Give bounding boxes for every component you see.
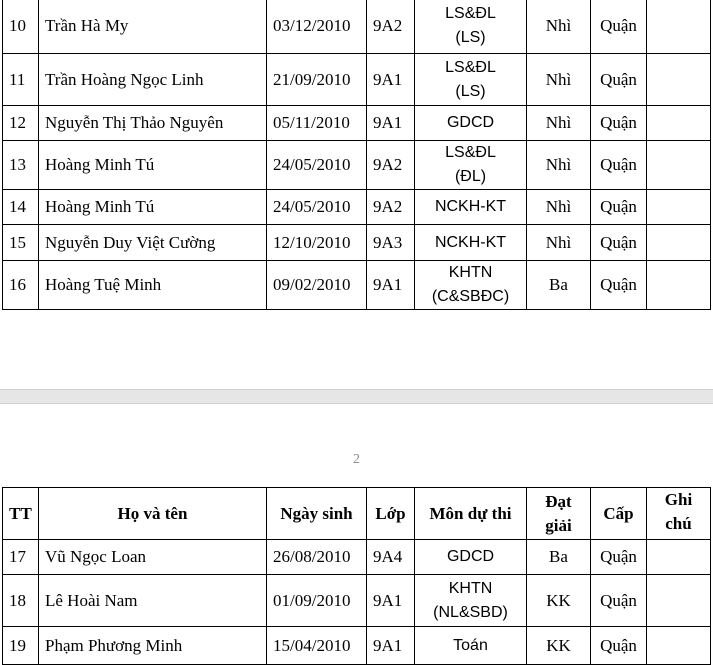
cell-level: Quận <box>591 0 647 54</box>
subject-line: LS&ĐL <box>445 5 496 22</box>
header-note <box>647 488 711 540</box>
cell-dob: 26/08/2010 <box>267 540 367 575</box>
header-award-line2: giải <box>545 515 572 535</box>
subject-line: LS&ĐL <box>445 58 496 76</box>
cell-level: Quận <box>591 190 647 225</box>
cell-level: Quận <box>591 540 647 575</box>
cell-tt: 10 <box>3 0 39 54</box>
cell-dob: 12/10/2010 <box>267 225 367 261</box>
cell-class: 9A1 <box>367 575 415 627</box>
subject-line: GDCD <box>446 548 495 565</box>
cell-award: KK <box>527 627 591 665</box>
header-award <box>527 488 591 540</box>
subject-line: Toán <box>453 636 488 654</box>
cell-subject <box>415 106 527 141</box>
cell-note <box>647 540 711 575</box>
page-break-gap <box>0 389 713 404</box>
table-row <box>3 225 711 261</box>
cell-dob: 05/11/2010 <box>267 106 367 141</box>
subject-line: GDCD <box>446 114 495 131</box>
cell-tt: 18 <box>3 575 39 627</box>
subject-line: (C&SBĐC) <box>431 288 510 305</box>
cell-tt: 13 <box>3 141 39 190</box>
cell-note <box>647 225 711 261</box>
cell-dob: 03/12/2010 <box>267 0 367 54</box>
cell-award: Nhì <box>527 225 591 261</box>
subject-line: (LS) <box>455 29 486 46</box>
header-subject: Môn dự thi <box>415 488 527 540</box>
cell-class: 9A2 <box>367 141 415 190</box>
cell-tt: 16 <box>3 261 39 310</box>
cell-tt: 19 <box>3 627 39 665</box>
subject-line: KHTN <box>448 264 493 281</box>
cell-subject <box>415 540 527 575</box>
cell-tt: 11 <box>3 54 39 106</box>
subject-line: NCKH-KT <box>434 198 507 215</box>
cell-subject <box>415 225 527 261</box>
table-row <box>3 54 711 106</box>
cell-note <box>647 106 711 141</box>
cell-subject <box>415 261 527 310</box>
header-note-line2: chú <box>665 514 692 533</box>
cell-award: Nhì <box>527 54 591 106</box>
header-award-line1: Đạt <box>545 491 572 511</box>
subject-line: LS&ĐL <box>445 144 496 161</box>
cell-award: Nhì <box>527 0 591 54</box>
cell-tt: 12 <box>3 106 39 141</box>
subject-line: (NL&SBD) <box>433 603 508 621</box>
cell-subject <box>415 54 527 106</box>
cell-class: 9A1 <box>367 54 415 106</box>
cell-subject <box>415 627 527 665</box>
cell-class: 9A1 <box>367 261 415 310</box>
table-row <box>3 106 711 141</box>
cell-note <box>647 627 711 665</box>
cell-class: 9A2 <box>367 190 415 225</box>
cell-dob: 24/05/2010 <box>267 141 367 190</box>
table-row <box>3 261 711 310</box>
cell-name: Trần Hoàng Ngọc Linh <box>39 54 267 106</box>
cell-subject <box>415 190 527 225</box>
header-tt: TT <box>3 488 39 540</box>
cell-award: Nhì <box>527 106 591 141</box>
cell-name: Nguyễn Thị Thảo Nguyên <box>39 106 267 141</box>
cell-class: 9A3 <box>367 225 415 261</box>
cell-level: Quận <box>591 261 647 310</box>
cell-note <box>647 54 711 106</box>
page-number: 2 <box>353 452 360 467</box>
cell-subject <box>415 575 527 627</box>
cell-tt: 14 <box>3 190 39 225</box>
cell-name: Nguyễn Duy Việt Cường <box>39 225 267 261</box>
cell-award: Ba <box>527 540 591 575</box>
cell-name: Hoàng Minh Tú <box>39 190 267 225</box>
cell-award: Ba <box>527 261 591 310</box>
table-row <box>3 190 711 225</box>
cell-tt: 17 <box>3 540 39 575</box>
cell-award: Nhì <box>527 141 591 190</box>
header-dob: Ngày sinh <box>267 488 367 540</box>
cell-name: Hoàng Tuệ Minh <box>39 261 267 310</box>
cell-name: Vũ Ngọc Loan <box>39 540 267 575</box>
cell-note <box>647 141 711 190</box>
header-note-line1: Ghi <box>664 490 693 509</box>
header-level: Cấp <box>591 488 647 540</box>
cell-dob: 24/05/2010 <box>267 190 367 225</box>
cell-class: 9A4 <box>367 540 415 575</box>
table-row <box>3 575 711 627</box>
document-page-2 <box>0 404 713 664</box>
cell-level: Quận <box>591 106 647 141</box>
cell-class: 9A2 <box>367 0 415 54</box>
cell-class: 9A1 <box>367 106 415 141</box>
cell-name: Phạm Phương Minh <box>39 627 267 665</box>
cell-class: 9A1 <box>367 627 415 665</box>
table-row <box>3 627 711 665</box>
cell-award: Nhì <box>527 190 591 225</box>
subject-line: (LS) <box>455 82 486 100</box>
cell-dob: 01/09/2010 <box>267 575 367 627</box>
award-table-continued <box>2 0 711 310</box>
cell-dob: 09/02/2010 <box>267 261 367 310</box>
cell-level: Quận <box>591 141 647 190</box>
table-row <box>3 141 711 190</box>
cell-note <box>647 261 711 310</box>
table-row <box>3 0 711 54</box>
cell-name: Lê Hoài Nam <box>39 575 267 627</box>
cell-dob: 15/04/2010 <box>267 627 367 665</box>
table-row <box>3 540 711 575</box>
cell-level: Quận <box>591 575 647 627</box>
header-class: Lớp <box>367 488 415 540</box>
cell-level: Quận <box>591 627 647 665</box>
cell-subject <box>415 0 527 54</box>
cell-award: KK <box>527 575 591 627</box>
cell-level: Quận <box>591 54 647 106</box>
cell-note <box>647 190 711 225</box>
header-name: Họ và tên <box>39 488 267 540</box>
table-header-row <box>3 488 711 540</box>
subject-line: NCKH-KT <box>434 233 507 251</box>
cell-level: Quận <box>591 225 647 261</box>
cell-note <box>647 575 711 627</box>
cell-tt: 15 <box>3 225 39 261</box>
subject-line: (ĐL) <box>454 168 487 185</box>
cell-note <box>647 0 711 54</box>
cell-dob: 21/09/2010 <box>267 54 367 106</box>
cell-name: Trần Hà My <box>39 0 267 54</box>
cell-name: Hoàng Minh Tú <box>39 141 267 190</box>
cell-subject <box>415 141 527 190</box>
award-table <box>2 487 711 665</box>
subject-line: KHTN <box>448 579 493 597</box>
